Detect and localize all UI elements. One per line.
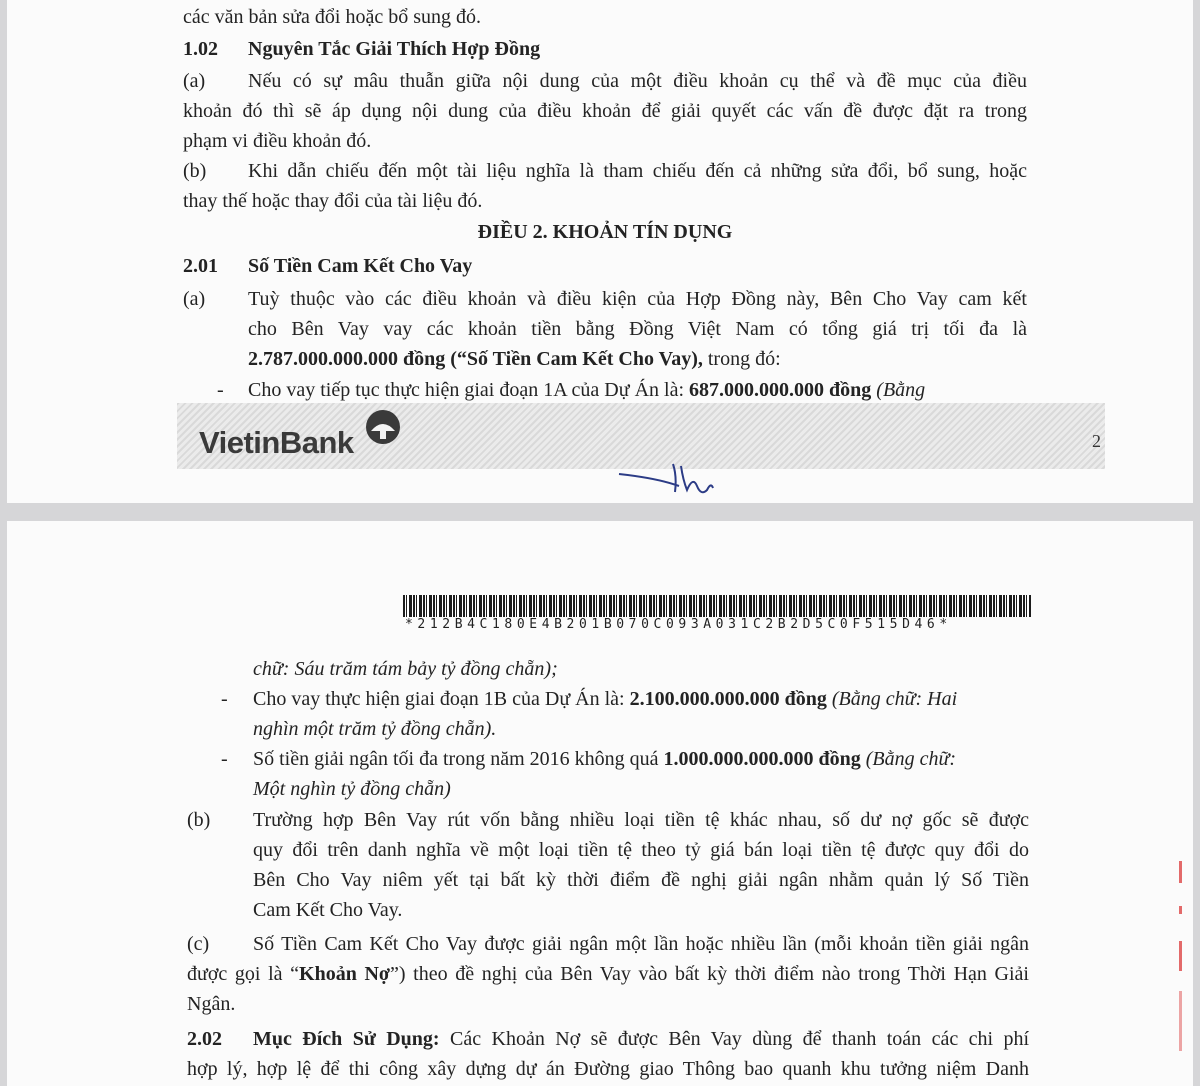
text-line: Trường hợp Bên Vay rút vốn bằng nhiều loại tiền tệ khác nhau, số dư nợ gốc sẽ được: [253, 809, 1029, 831]
signature-icon: [617, 456, 727, 500]
document-page-1: [7, 0, 1193, 503]
text-line: Số Tiền Cam Kết Cho Vay được giải ngân một lần hoặc nhiều lần (mỗi khoản tiền giải ngân: [253, 933, 1029, 955]
section-title: Số Tiền Cam Kết Cho Vay: [248, 255, 473, 277]
bullet-dash: -: [221, 748, 228, 770]
text-fragment: Số tiền giải ngân tối đa trong năm 2016 không quá: [253, 748, 659, 770]
margin-mark: [1179, 906, 1182, 914]
text-line: Khi dẫn chiếu đến một tài liệu nghĩa là tham chiếu đến cả những sửa đổi, bổ sung, hoặc: [248, 160, 1027, 182]
text-line: [248, 377, 925, 403]
text-fragment: trong đó:: [707, 348, 781, 370]
item-label: (b): [187, 809, 211, 831]
text-line: Một nghìn tỷ đồng chẵn): [253, 778, 451, 800]
text-line: [253, 686, 957, 712]
amount: 687.000.000.000 đồng: [689, 379, 872, 401]
text-line: khoản đó thì sẽ áp dụng nội dung của điều khoản để giải quyết các vấn đề được đặt ra trong: [183, 100, 1027, 122]
vietinbank-logo: VietinBank: [199, 425, 354, 460]
text-fragment: được gọi là “: [187, 963, 300, 985]
text-line: chữ: Sáu trăm tám bảy tỷ đồng chẵn);: [253, 658, 558, 680]
article-heading: ĐIỀU 2. KHOẢN TÍN DỤNG: [477, 221, 733, 243]
bank-emblem-icon: [363, 407, 403, 447]
item-label: (b): [183, 160, 207, 182]
text-line: nghìn một trăm tỷ đồng chẵn).: [253, 718, 497, 740]
text-line: Cam Kết Cho Vay.: [253, 899, 403, 921]
margin-mark: [1179, 941, 1182, 971]
text-fragment: (Bằng chữ: Hai: [831, 688, 958, 710]
margin-mark: [1179, 991, 1182, 1051]
section-number: 1.02: [183, 38, 218, 60]
text-fragment: Các Khoản Nợ sẽ được Bên Vay dùng để thanh toán các chi phí: [450, 1028, 1030, 1050]
section-number: 2.01: [183, 255, 218, 277]
barcode: [403, 595, 1031, 617]
text-fragment: (Bằng chữ:: [865, 748, 957, 770]
section-title: Nguyên Tắc Giải Thích Hợp Đồng: [248, 38, 541, 60]
section-title: Mục Đích Sử Dụng:: [253, 1028, 440, 1050]
margin-mark: [1179, 861, 1182, 883]
text-line: các văn bản sửa đổi hoặc bổ sung đó.: [183, 6, 481, 28]
amount: 2.100.000.000.000 đồng: [629, 688, 827, 710]
text-line: Bên Cho Vay niêm yết tại bất kỳ thời điểm đề nghị giải ngân nhằm quản lý Số Tiền: [253, 869, 1029, 891]
item-label: (c): [187, 933, 210, 955]
text-line: Nếu có sự mâu thuẫn giữa nội dung của một điều khoản cụ thể và đề mục của điều: [248, 70, 1027, 92]
barcode-text: *212B4C180E4B201B070C093A031C2B2D5C0F515D46*: [405, 617, 952, 632]
text-fragment: (Bằng: [876, 379, 926, 401]
item-label: (a): [183, 288, 206, 310]
bullet-dash: -: [217, 379, 224, 401]
bullet-dash: -: [221, 688, 228, 710]
text-line: Tuỳ thuộc vào các điều khoản và điều kiện của Hợp Đồng này, Bên Cho Vay cam kết: [248, 288, 1027, 310]
text-line: phạm vi điều khoản đó.: [183, 130, 372, 152]
page-number: 2: [1092, 431, 1101, 451]
text-line: hợp lý, hợp lệ để thi công xây dựng dự án Đường giao Thông bao quanh khu tưởng niệm Danh: [187, 1058, 1029, 1080]
text-line: [248, 346, 781, 372]
item-label: (a): [183, 70, 206, 92]
section-number: 2.02: [187, 1028, 222, 1050]
text-fragment: ”) theo đề nghị của Bên Vay vào bất kỳ thời điểm nào trong Thời Hạn Giải: [390, 963, 1029, 985]
text-line: thay thế hoặc thay đổi của tài liệu đó.: [183, 190, 483, 212]
text-line: [253, 746, 956, 772]
text-fragment: Cho vay tiếp tục thực hiện giai đoạn 1A của Dự Án là:: [248, 379, 685, 401]
text-line: quy đổi trên danh nghĩa về một loại tiền tệ theo tỷ giá bán loại tiền tệ được quy đổi do: [253, 839, 1029, 861]
text-fragment: Cho vay thực hiện giai đoạn 1B của Dự Án là:: [253, 688, 625, 710]
committed-amount: 2.787.000.000.000 đồng (“Số Tiền Cam Kết Cho Vay),: [248, 348, 703, 370]
text-line: [187, 961, 1029, 987]
defined-term: Khoản Nợ: [299, 963, 390, 985]
text-line: cho Bên Vay vay các khoản tiền bằng Đồng Việt Nam có tổng giá trị tối đa là: [248, 318, 1027, 340]
text-line: [253, 1026, 1029, 1052]
document-page-2: [7, 521, 1193, 1086]
amount: 1.000.000.000.000 đồng: [663, 748, 861, 770]
text-line: Ngân.: [187, 993, 236, 1015]
